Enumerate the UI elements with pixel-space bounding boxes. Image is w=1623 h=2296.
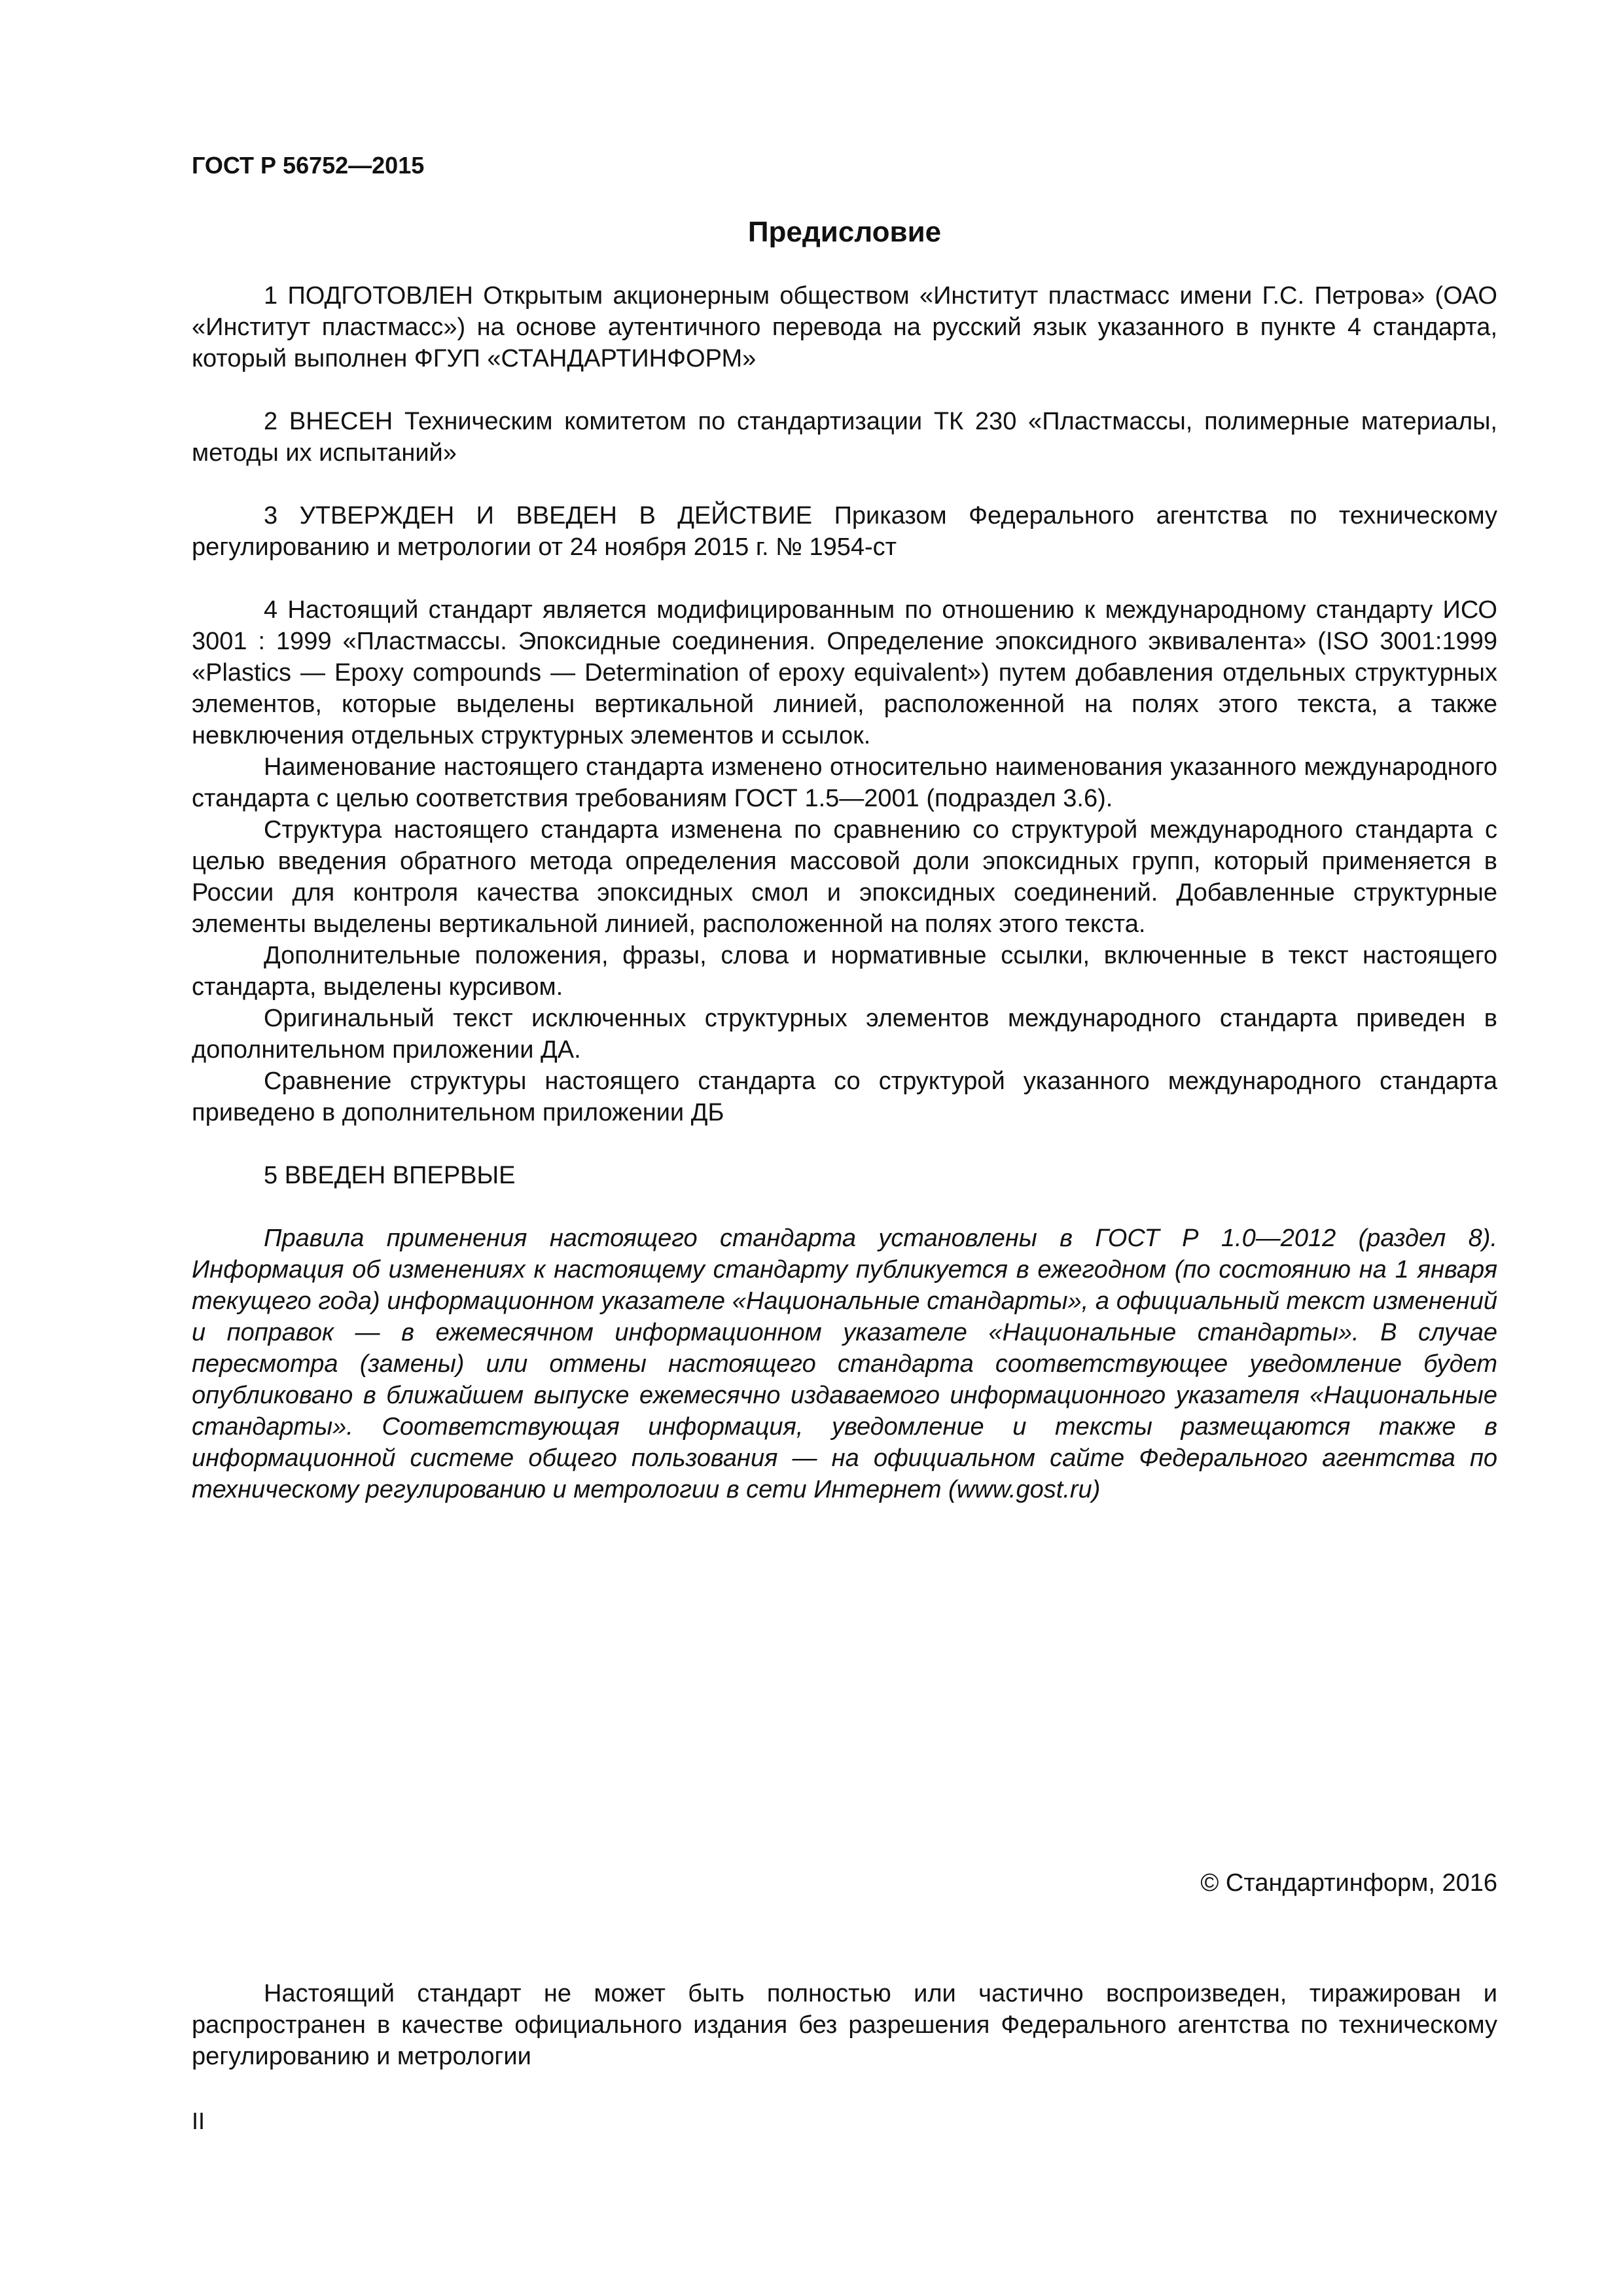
- paragraph-title-change: Наименование настоящего стандарта изменено относительно наименования указанного международного стандарта с целью соответствия требованиям ГОСТ 1.5—2001 (подраздел 3.6).: [192, 753, 1497, 812]
- page-number: II: [192, 2108, 205, 2134]
- paragraph-modified: 4 Настоящий стандарт является модифицированным по отношению к международному стандарту ИСО 3001 : 1999 «Пластмассы. Эпоксидные соединения. Определение эпоксидного эквивалента» (ISO 3001:1999 «Plastics — Epoxy compounds — Determination of epoxy equivalent») путем добавления отдельных структурных элементов, которые выделены вертикальной линией, расположенной на полях этого текста, а также невключения отдельных структурных элементов и ссылок.: [192, 596, 1497, 749]
- reproduction-notice: [192, 1978, 1497, 2072]
- paragraph-comparison: Сравнение структуры настоящего стандарта со структурой указанного международного стандарта приведено в дополнительном приложении ДБ: [192, 1067, 1497, 1126]
- paragraph-additions: Дополнительные положения, фразы, слова и нормативные ссылки, включенные в текст настоящего стандарта, выделены курсивом.: [192, 942, 1497, 1001]
- paragraph-first-introduced: 5 ВВЕДЕН ВПЕРВЫЕ: [264, 1162, 516, 1189]
- paragraph-structure: Структура настоящего стандарта изменена по сравнению со структурой международного стандарта с целью введения обратного метода определения массовой доли эпоксидных групп, который применяется в России для контроля качества эпоксидных смол и эпоксидных соединений. Добавленные структурные элементы выделены вертикальной линией, расположенной на полях этого текста.: [192, 816, 1497, 938]
- paragraph-prepared: 1 ПОДГОТОВЛЕН Открытым акционерным обществом «Институт пластмасс имени Г.С. Петрова» (ОАО «Институт пластмасс») на основе аутентичного перевода на русский язык указанного в пункте 4 стандарта, который выполнен ФГУП «СТАНДАРТИНФОРМ»: [192, 282, 1497, 372]
- paragraph-rules: Правила применения настоящего стандарта установлены в ГОСТ Р 1.0—2012 (раздел 8). Информация об изменениях к настоящему стандарту публикуется в ежегодном (по состоянию на 1 января текущего года) информационном указателе «Национальные стандарты», а официальный текст изменений и поправок — в ежемесячном информационном указателе «Национальные стандарты». В случае пересмотра (замены) или отмены настоящего стандарта соответствующее уведомление будет опубликовано в ближайшем выпуске ежемесячно издаваемого информационного указателя «Национальные стандарты». Соответствующая информация, уведомление и тексты размещаются также в информационной системе общего пользования — на официальном сайте Федерального агентства по техническому регулированию и метрологии в сети Интернет (www.gost.ru): [192, 1225, 1497, 1503]
- standard-code: ГОСТ Р 56752—2015: [192, 152, 425, 179]
- paragraph-submitted: 2 ВНЕСЕН Техническим комитетом по стандартизации ТК 230 «Пластмассы, полимерные материалы, методы их испытаний»: [192, 408, 1497, 467]
- foreword-body: [192, 280, 1497, 1505]
- page-title: Предисловие: [747, 216, 942, 248]
- notice-text: Настоящий стандарт не может быть полностью или частично воспроизведен, тиражирован и распространен в качестве официального издания без разрешения Федерального агентства по техническому регулированию и метрологии: [192, 1980, 1497, 2070]
- paragraph-original-text: Оригинальный текст исключенных структурных элементов международного стандарта приведен в дополнительном приложении ДА.: [192, 1005, 1497, 1064]
- paragraph-approved: 3 УТВЕРЖДЕН И ВВЕДЕН В ДЕЙСТВИЕ Приказом Федерального агентства по техническому регулированию и метрологии от 24 ноября 2015 г. № 1954-ст: [192, 502, 1497, 561]
- copyright-line: © Стандартинформ, 2016: [1200, 1869, 1497, 1897]
